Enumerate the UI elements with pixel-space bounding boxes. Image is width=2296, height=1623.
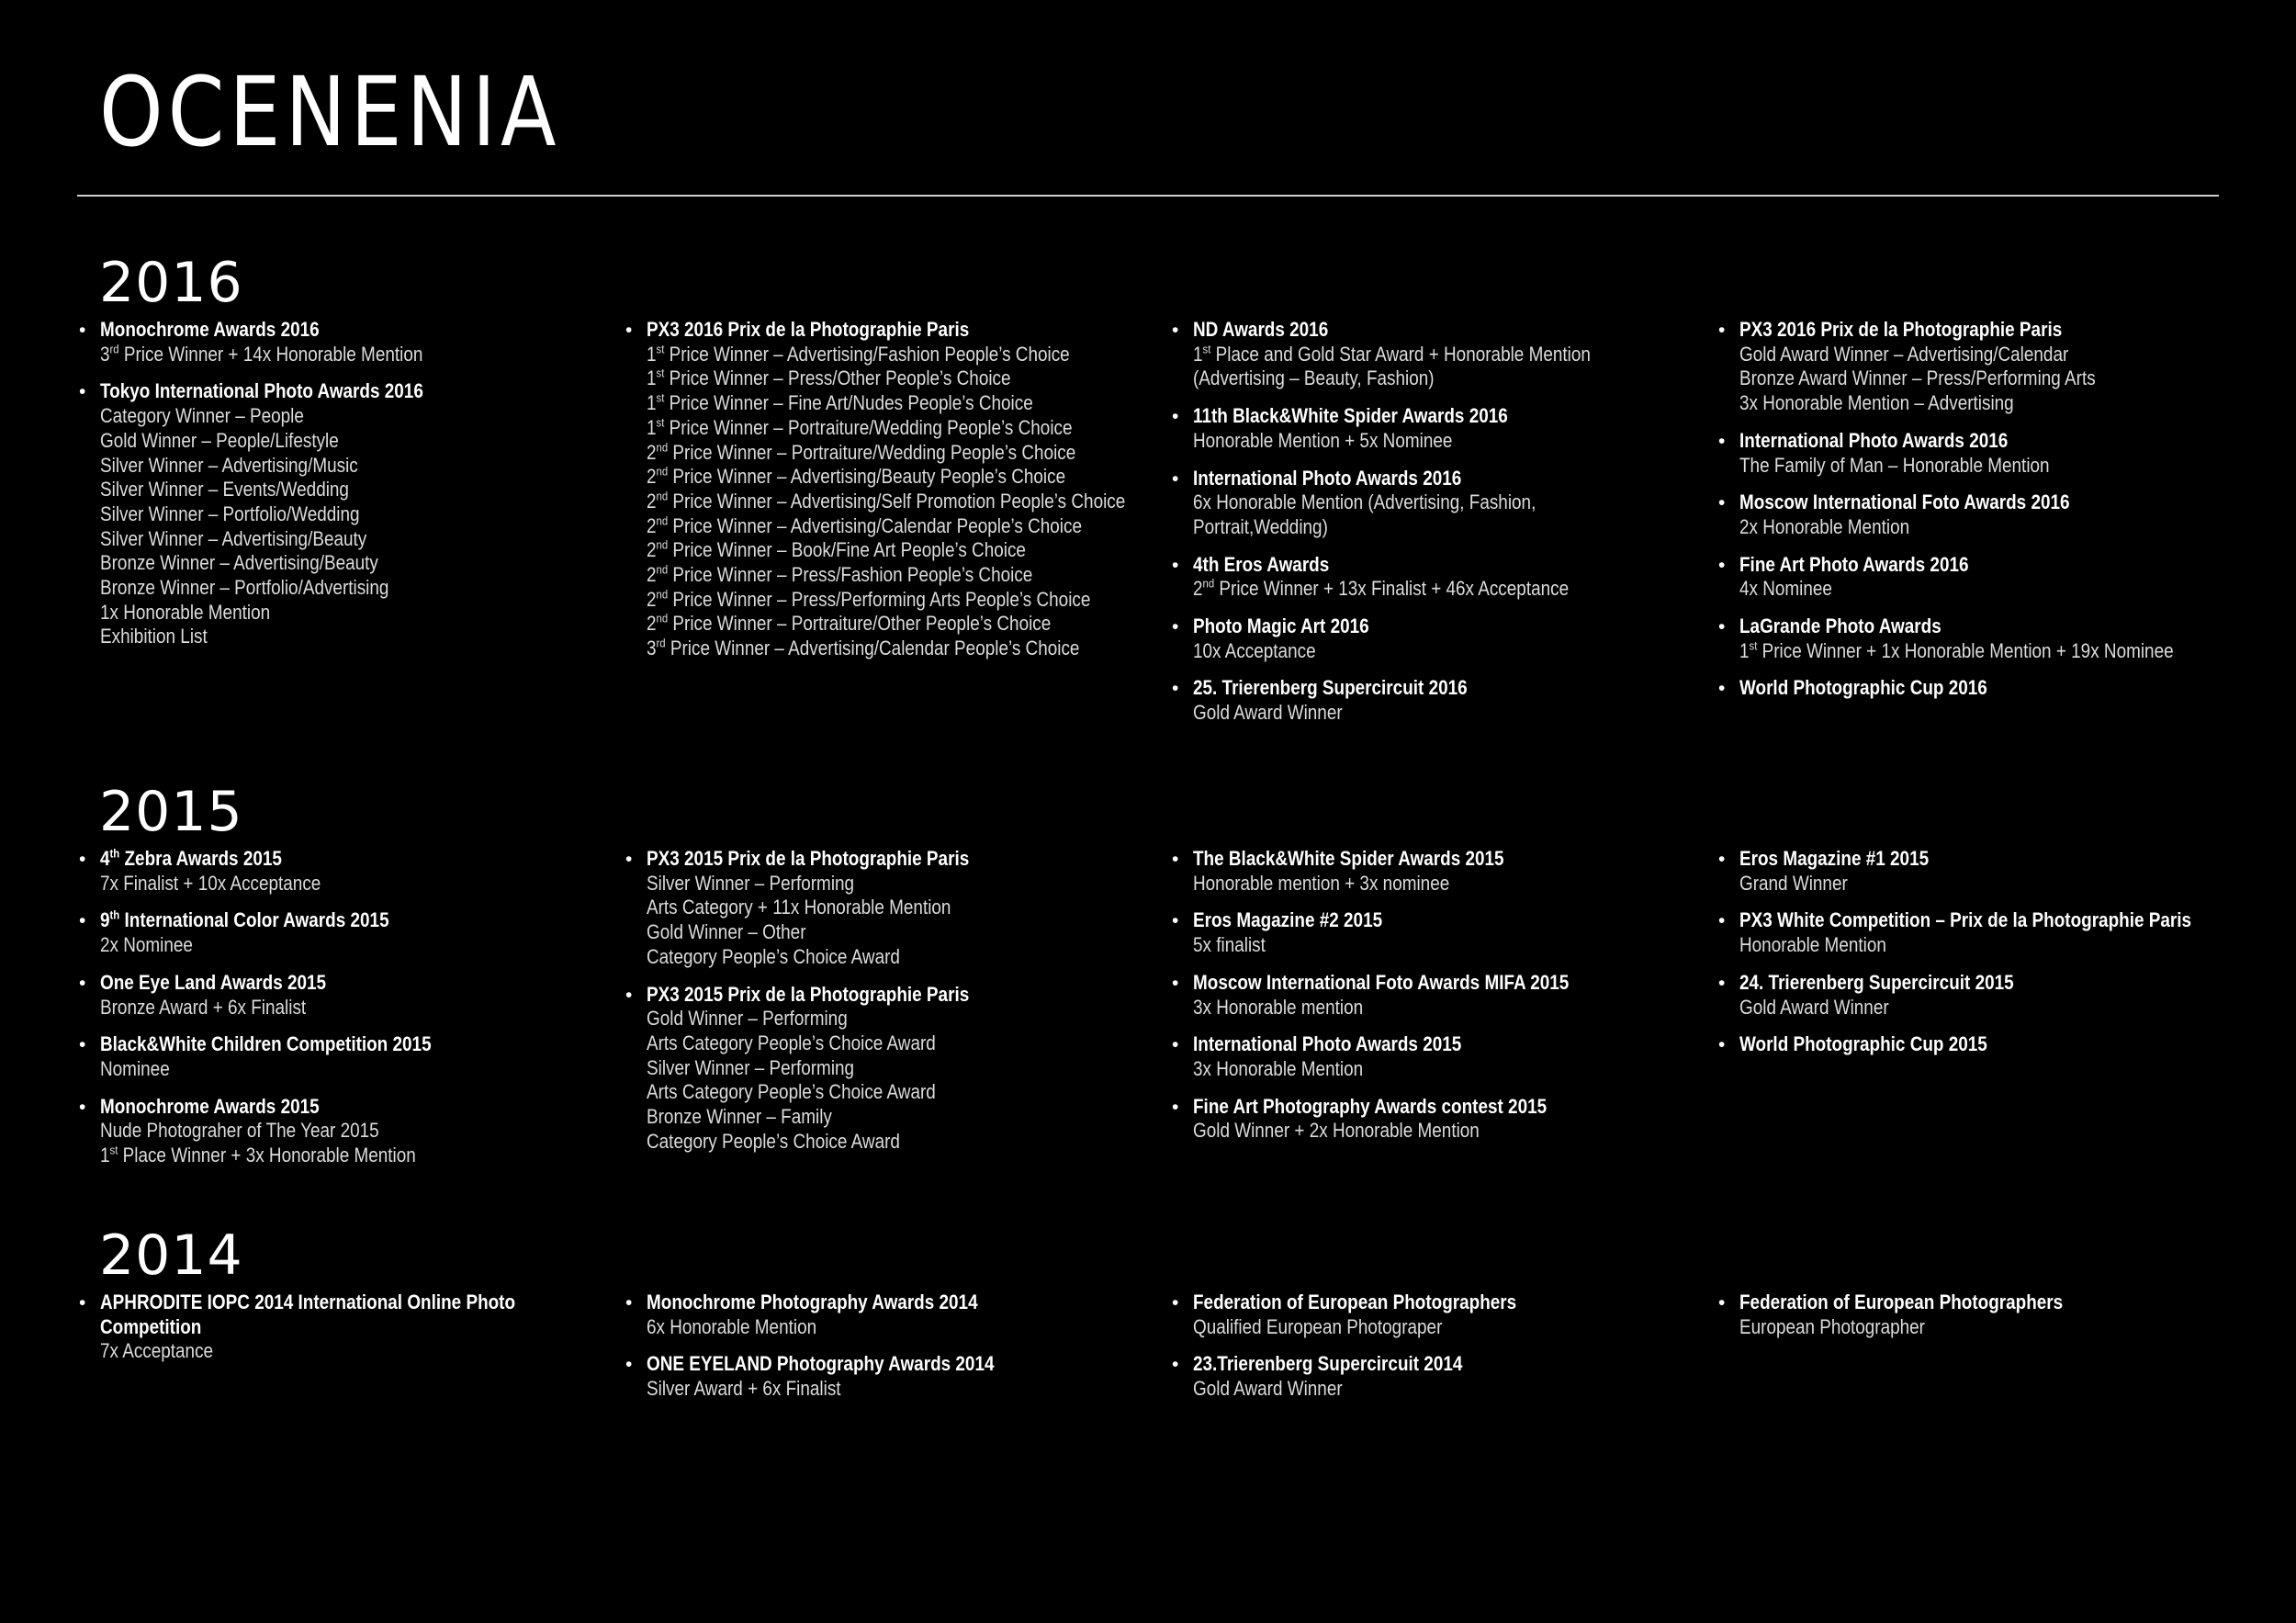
award-detail: 3x Honorable mention xyxy=(1193,995,1364,1019)
award-entry xyxy=(1716,490,2231,539)
award-name: PX3 2015 Prix de la Photographie Paris xyxy=(647,847,970,870)
award-name-continued: Competition xyxy=(100,1314,202,1338)
award-name: Fine Art Photography Awards contest 2015 xyxy=(1193,1094,1548,1118)
award-detail: (Advertising – Beauty, Fashion) xyxy=(1193,366,1435,390)
award-entry xyxy=(624,847,1138,970)
award-column xyxy=(77,318,591,662)
award-detail: Portrait,Wedding) xyxy=(1193,514,1328,538)
award-entry xyxy=(1716,676,2231,701)
bullet-icon: • xyxy=(1172,910,1179,932)
bullet-icon: • xyxy=(1172,406,1179,428)
award-entry xyxy=(77,379,591,649)
award-entry xyxy=(1716,908,2231,957)
award-detail: Grand Winner xyxy=(1739,871,1848,895)
award-name: LaGrande Photo Awards xyxy=(1739,614,1941,638)
award-detail: 2nd Price Winner + 13x Finalist + 46x Acceptance xyxy=(1193,577,1570,601)
award-entry xyxy=(77,1032,591,1081)
award-detail: Arts Category People’s Choice Award xyxy=(647,1080,936,1104)
award-detail: 2nd Price Winner – Advertising/Beauty People’s Choice xyxy=(647,464,1066,489)
bullet-icon: • xyxy=(1718,678,1726,700)
award-entry xyxy=(624,1352,1138,1401)
bullet-icon: • xyxy=(1172,616,1179,638)
award-detail: Silver Award + 6x Finalist xyxy=(647,1377,841,1401)
award-detail: Arts Category People’s Choice Award xyxy=(647,1031,936,1054)
award-entry xyxy=(1170,404,1684,453)
award-detail: 2nd Price Winner – Book/Fine Art People’s Choice xyxy=(647,538,1026,562)
award-detail: Gold Winner – People/Lifestyle xyxy=(100,428,339,452)
award-detail: 3x Honorable Mention – Advertising xyxy=(1739,391,2014,415)
award-name: One Eye Land Awards 2015 xyxy=(100,970,327,994)
award-entry xyxy=(77,971,591,1020)
award-entry xyxy=(77,1095,591,1168)
year-heading: 2014 xyxy=(99,1223,243,1288)
page-title: OCENENIA xyxy=(99,56,561,168)
award-detail: Silver Winner – Events/Wedding xyxy=(100,478,349,502)
award-column xyxy=(1170,847,1684,1156)
bullet-icon: • xyxy=(1172,849,1179,870)
bullet-icon: • xyxy=(79,320,86,341)
award-detail: Category People’s Choice Award xyxy=(647,1129,900,1153)
award-detail: The Family of Man – Honorable Mention xyxy=(1739,453,2050,477)
award-name: International Photo Awards 2015 xyxy=(1193,1032,1462,1056)
award-detail: 1st Place and Gold Star Award + Honorable Mention xyxy=(1193,342,1591,366)
bullet-icon: • xyxy=(1718,910,1726,932)
award-column xyxy=(624,1291,1138,1414)
award-entry xyxy=(1170,1032,1684,1081)
bullet-icon: • xyxy=(79,849,86,870)
bullet-icon: • xyxy=(79,972,86,994)
award-detail: 4x Nominee xyxy=(1739,577,1832,601)
bullet-icon: • xyxy=(1172,678,1179,700)
award-entry xyxy=(1170,318,1684,391)
award-name: Federation of European Photographers xyxy=(1193,1291,1517,1313)
award-name: Fine Art Photo Awards 2016 xyxy=(1739,552,1969,576)
award-name: PX3 White Competition – Prix de la Photographie Paris xyxy=(1739,908,2192,932)
award-detail: 6x Honorable Mention xyxy=(647,1314,817,1338)
award-detail: Exhibition List xyxy=(100,625,208,648)
award-name: PX3 2016 Prix de la Photographie Paris xyxy=(1739,318,2063,341)
bullet-icon: • xyxy=(79,1292,86,1313)
award-detail: Honorable Mention + 5x Nominee xyxy=(1193,428,1453,452)
award-detail: 1st Price Winner – Advertising/Fashion People’s Choice xyxy=(647,342,1070,366)
award-column xyxy=(77,1291,591,1377)
bullet-icon: • xyxy=(1172,1096,1179,1118)
award-detail: 1st Place Winner + 3x Honorable Mention xyxy=(100,1143,416,1167)
award-entry xyxy=(1170,553,1684,602)
award-detail: 7x Acceptance xyxy=(100,1339,214,1363)
award-name: Monochrome Awards 2016 xyxy=(100,318,320,341)
award-entry xyxy=(1716,847,2231,896)
award-detail: 1x Honorable Mention xyxy=(100,600,271,624)
award-column xyxy=(624,318,1138,674)
award-detail: Bronze Winner – Advertising/Beauty xyxy=(100,551,378,575)
award-detail: 3rd Price Winner + 14x Honorable Mention xyxy=(100,342,423,366)
award-entry xyxy=(1170,847,1684,896)
award-entry xyxy=(1170,1352,1684,1401)
bullet-icon: • xyxy=(1718,1034,1726,1056)
award-detail: 2nd Price Winner – Portraiture/Other People’s Choice xyxy=(647,612,1052,636)
award-entry xyxy=(77,1291,591,1364)
award-entry xyxy=(1170,971,1684,1020)
award-name: World Photographic Cup 2016 xyxy=(1739,676,1987,700)
award-entry xyxy=(1170,676,1684,725)
bullet-icon: • xyxy=(1172,972,1179,994)
bullet-icon: • xyxy=(625,984,633,1006)
bullet-icon: • xyxy=(1172,1354,1179,1376)
award-entry xyxy=(624,1291,1138,1339)
award-detail: Silver Winner – Portfolio/Wedding xyxy=(100,502,360,525)
award-name: Eros Magazine #2 2015 xyxy=(1193,908,1383,932)
award-detail: Silver Winner – Performing xyxy=(647,871,855,895)
bullet-icon: • xyxy=(1172,320,1179,341)
award-column xyxy=(77,847,591,1181)
award-entry xyxy=(77,908,591,957)
award-detail: 3rd Price Winner – Advertising/Calendar People’s Choice xyxy=(647,636,1080,660)
award-column xyxy=(1716,1291,2231,1352)
award-detail: 7x Finalist + 10x Acceptance xyxy=(100,871,321,895)
award-detail: Gold Award Winner xyxy=(1193,701,1343,725)
award-detail: Category Winner – People xyxy=(100,404,304,428)
bullet-icon: • xyxy=(79,1034,86,1056)
bullet-icon: • xyxy=(625,849,633,870)
bullet-icon: • xyxy=(1718,616,1726,638)
award-name: 9th International Color Awards 2015 xyxy=(100,908,389,932)
award-entry xyxy=(1716,1032,2231,1057)
award-name: Photo Magic Art 2016 xyxy=(1193,614,1369,638)
bullet-icon: • xyxy=(1718,1292,1726,1313)
award-name: PX3 2015 Prix de la Photographie Paris xyxy=(647,982,970,1006)
award-entry xyxy=(1170,614,1684,663)
award-entry xyxy=(1716,553,2231,602)
award-name: Tokyo International Photo Awards 2016 xyxy=(100,379,423,403)
award-entry xyxy=(1716,971,2231,1020)
award-name: International Photo Awards 2016 xyxy=(1193,466,1462,490)
bullet-icon: • xyxy=(79,381,86,403)
bullet-icon: • xyxy=(1172,1034,1179,1056)
award-detail: European Photographer xyxy=(1739,1314,1925,1338)
bullet-icon: • xyxy=(1718,430,1726,452)
award-name: 24. Trierenberg Supercircuit 2015 xyxy=(1739,970,2014,994)
award-detail: Bronze Winner – Portfolio/Advertising xyxy=(100,576,389,600)
award-detail: Honorable mention + 3x nominee xyxy=(1193,871,1450,895)
award-column xyxy=(1716,318,2231,714)
award-detail: 3x Honorable Mention xyxy=(1193,1056,1364,1080)
bullet-icon: • xyxy=(1718,554,1726,576)
award-detail: Qualified European Photograper xyxy=(1193,1314,1443,1338)
award-detail: 2x Honorable Mention xyxy=(1739,514,1910,538)
award-entry xyxy=(624,318,1138,661)
award-detail: 1st Price Winner – Press/Other People’s Choice xyxy=(647,366,1011,390)
award-name: Moscow International Foto Awards MIFA 2015 xyxy=(1193,970,1570,994)
award-detail: 2nd Price Winner – Press/Performing Arts People’s Choice xyxy=(647,587,1091,611)
award-detail: Nude Photograher of The Year 2015 xyxy=(100,1119,379,1143)
bullet-icon: • xyxy=(1718,849,1726,870)
bullet-icon: • xyxy=(625,1292,633,1313)
award-entry xyxy=(1170,908,1684,957)
award-detail: Silver Winner – Performing xyxy=(647,1055,855,1079)
award-name: The Black&White Spider Awards 2015 xyxy=(1193,847,1504,870)
bullet-icon: • xyxy=(625,1354,633,1376)
award-detail: Gold Winner – Other xyxy=(647,920,806,944)
award-name: ONE EYELAND Photography Awards 2014 xyxy=(647,1352,995,1376)
award-name: Eros Magazine #1 2015 xyxy=(1739,847,1930,870)
award-name: Moscow International Foto Awards 2016 xyxy=(1739,490,2070,514)
bullet-icon: • xyxy=(1172,1292,1179,1313)
award-name: International Photo Awards 2016 xyxy=(1739,428,2009,452)
award-name: Monochrome Photography Awards 2014 xyxy=(647,1291,978,1313)
award-detail: 2nd Price Winner – Press/Fashion People’s Choice xyxy=(647,562,1033,587)
award-name: 23.Trierenberg Supercircuit 2014 xyxy=(1193,1352,1463,1376)
bullet-icon: • xyxy=(79,1096,86,1118)
award-entry xyxy=(1716,614,2231,663)
award-column xyxy=(624,847,1138,1167)
award-entry xyxy=(1716,429,2231,478)
award-detail: Gold Award Winner xyxy=(1193,1377,1343,1401)
award-detail: Arts Category + 11x Honorable Mention xyxy=(647,896,951,919)
award-detail: 6x Honorable Mention (Advertising, Fashion, xyxy=(1193,490,1536,514)
bullet-icon: • xyxy=(1718,320,1726,341)
award-entry xyxy=(1716,1291,2231,1339)
bullet-icon: • xyxy=(1172,554,1179,576)
award-name: 25. Trierenberg Supercircuit 2016 xyxy=(1193,676,1468,700)
award-detail: 10x Acceptance xyxy=(1193,638,1316,662)
award-name: Monochrome Awards 2015 xyxy=(100,1094,320,1118)
award-detail: Honorable Mention xyxy=(1739,933,1886,957)
award-entry xyxy=(1170,467,1684,540)
award-entry xyxy=(77,847,591,896)
year-heading: 2015 xyxy=(99,780,243,844)
award-detail: Silver Winner – Advertising/Music xyxy=(100,453,358,477)
award-column xyxy=(1170,318,1684,738)
award-entry xyxy=(1170,1291,1684,1339)
bullet-icon: • xyxy=(79,910,86,932)
award-name: 4th Eros Awards xyxy=(1193,552,1330,576)
award-entry xyxy=(1170,1095,1684,1144)
bullet-icon: • xyxy=(625,320,633,341)
award-detail: Silver Winner – Advertising/Beauty xyxy=(100,526,367,550)
title-divider xyxy=(77,195,2219,197)
bullet-icon: • xyxy=(1718,972,1726,994)
award-entry xyxy=(624,983,1138,1155)
award-name: 11th Black&White Spider Awards 2016 xyxy=(1193,404,1508,428)
award-detail: Gold Award Winner xyxy=(1739,995,1889,1019)
award-entry xyxy=(1716,318,2231,416)
award-detail: Nominee xyxy=(100,1056,170,1080)
award-detail: Bronze Award Winner – Press/Performing Arts xyxy=(1739,366,2096,390)
award-detail: 1st Price Winner + 1x Honorable Mention + 19x Nominee xyxy=(1739,638,2174,662)
award-detail: 2nd Price Winner – Advertising/Self Promotion People’s Choice xyxy=(647,489,1126,513)
award-detail: Gold Winner – Performing xyxy=(647,1007,848,1031)
award-column xyxy=(1716,847,2231,1070)
year-heading: 2016 xyxy=(99,251,243,315)
bullet-icon: • xyxy=(1172,468,1179,490)
award-name: APHRODITE IOPC 2014 International Online Photo xyxy=(100,1291,516,1313)
bullet-icon: • xyxy=(1718,492,1726,514)
award-detail: 1st Price Winner – Portraiture/Wedding People’s Choice xyxy=(647,415,1073,439)
award-name: Black&White Children Competition 2015 xyxy=(100,1032,432,1056)
award-detail: Gold Winner + 2x Honorable Mention xyxy=(1193,1119,1480,1143)
award-detail: Gold Award Winner – Advertising/Calendar xyxy=(1739,342,2069,366)
award-name: World Photographic Cup 2015 xyxy=(1739,1032,1987,1056)
award-detail: 2x Nominee xyxy=(100,933,193,957)
award-detail: Bronze Award + 6x Finalist xyxy=(100,995,307,1019)
award-detail: 2nd Price Winner – Portraiture/Wedding People’s Choice xyxy=(647,440,1076,464)
award-detail: Bronze Winner – Family xyxy=(647,1105,832,1129)
award-detail: 5x finalist xyxy=(1193,933,1266,957)
award-name: PX3 2016 Prix de la Photographie Paris xyxy=(647,318,970,341)
award-name: 4th Zebra Awards 2015 xyxy=(100,846,282,870)
award-name: ND Awards 2016 xyxy=(1193,318,1329,341)
award-detail: Category People’s Choice Award xyxy=(647,944,900,968)
award-name: Federation of European Photographers xyxy=(1739,1291,2064,1313)
award-detail: 2nd Price Winner – Advertising/Calendar People’s Choice xyxy=(647,513,1082,537)
award-detail: 1st Price Winner – Fine Art/Nudes People’s Choice xyxy=(647,390,1033,415)
award-column xyxy=(1170,1291,1684,1414)
award-entry xyxy=(77,318,591,366)
